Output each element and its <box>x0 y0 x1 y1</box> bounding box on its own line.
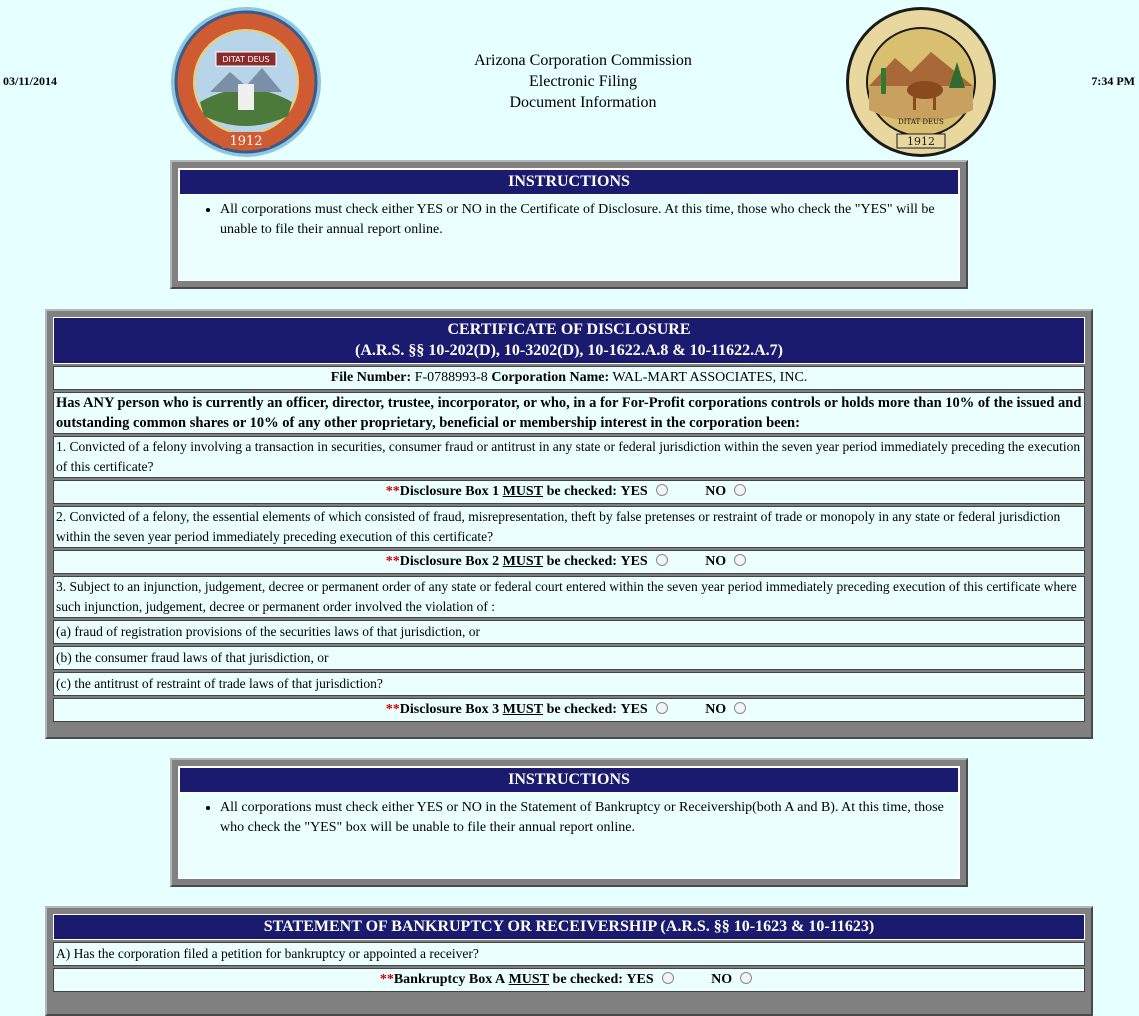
disclosure-box-1-yes-radio[interactable] <box>656 484 668 496</box>
instructions-body <box>179 200 959 240</box>
no-label: NO <box>705 484 727 499</box>
disclosure-title <box>53 317 1085 364</box>
bankruptcy-statement-panel <box>45 906 1093 1016</box>
disclosure-box-3-row <box>53 698 1085 722</box>
header-line-1: Arizona Corporation Commission <box>474 52 692 69</box>
bankruptcy-title: STATEMENT OF BANKRUPTCY OR RECEIVERSHIP (A.R.S. §§ 10-1623 & 10-11623) <box>53 914 1085 940</box>
required-marker: ** <box>379 972 394 987</box>
corporation-name-label: Corporation Name: <box>491 370 610 385</box>
file-number-value: F-0788993-8 <box>414 370 488 385</box>
current-time: 7:34 PM <box>1091 74 1135 88</box>
seal-left-year: 1912 <box>229 134 263 149</box>
bankruptcy-item-a: A) Has the corporation filed a petition for bankruptcy or appointed a receiver? <box>53 942 1085 966</box>
disclosure-box-2-row <box>53 550 1085 574</box>
certificate-of-disclosure-panel <box>45 309 1093 739</box>
file-number-label: File Number: <box>330 370 412 385</box>
instructions-panel-disclosure <box>170 160 968 289</box>
arizona-state-seal-icon <box>170 6 322 158</box>
yes-label: YES <box>626 972 654 987</box>
no-label: NO <box>705 702 727 717</box>
disclosure-box-3-label: Disclosure Box 3 <box>399 702 500 717</box>
disclosure-question: Has ANY person who is currently an officer, director, trustee, incorporator, or who, in a for For-Profit corporations controls or holds more than 10% of the issued and outstanding common shares or 10% of any other proprietary, beneficial or membership interest in the corporation been: <box>53 392 1085 434</box>
must-emphasis: MUST <box>508 972 550 987</box>
instructions-title: INSTRUCTIONS <box>179 767 959 793</box>
disclosure-title-line2: (A.R.S. §§ 10-202(D), 10-3202(D), 10-1622.A.8 & 10-11622.A.7) <box>355 342 783 359</box>
bankruptcy-box-a-row <box>53 968 1085 992</box>
disclosure-box-1-label: Disclosure Box 1 <box>399 484 500 499</box>
instructions-text: • All corporations must check either YES or NO in the Certificate of Disclosure. At this time, those who check the "YES" will be unable to file their annual report online. <box>220 200 959 240</box>
disclosure-item-3c: (c) the antitrust of restraint of trade laws of that jurisdiction? <box>53 672 1085 696</box>
instructions-panel-bankruptcy <box>170 758 968 887</box>
bankruptcy-box-a-label: Bankruptcy Box A <box>393 972 506 987</box>
instructions-panel-inner <box>178 766 960 879</box>
yes-label: YES <box>620 554 648 569</box>
header-line-3: Document Information <box>509 94 657 111</box>
bankruptcy-box-a-suffix: be checked: <box>552 972 623 987</box>
required-marker: ** <box>385 702 400 717</box>
yes-label: YES <box>620 484 648 499</box>
yes-label: YES <box>620 702 648 717</box>
corporation-commission-seal-icon <box>845 6 997 158</box>
disclosure-box-3-yes-radio[interactable] <box>656 702 668 714</box>
disclosure-box-1-no-radio[interactable] <box>734 484 746 496</box>
disclosure-item-3a: (a) fraud of registration provisions of the securities laws of that jurisdiction, or <box>53 620 1085 644</box>
disclosure-item-1: 1. Convicted of a felony involving a transaction in securities, consumer fraud or antitrust in any state or federal jurisdiction within the seven year period immediately preceding the execution of this certificate? <box>53 436 1085 478</box>
must-emphasis: MUST <box>502 702 544 717</box>
no-label: NO <box>711 972 733 987</box>
must-emphasis: MUST <box>502 554 544 569</box>
disclosure-box-1-suffix: be checked: <box>546 484 617 499</box>
corporation-name-value: WAL-MART ASSOCIATES, INC. <box>612 370 808 385</box>
disclosure-box-1-row <box>53 480 1085 504</box>
disclosure-box-2-no-radio[interactable] <box>734 554 746 566</box>
disclosure-box-2-label: Disclosure Box 2 <box>399 554 500 569</box>
instructions-text: • All corporations must check either YES or NO in the Statement of Bankruptcy or Receivership(both A and B). At this time, those who check the "YES" box will be unable to file their annual report online. <box>220 798 959 838</box>
seal-left-motto: DITAT DEUS <box>222 55 270 64</box>
file-info-row <box>53 366 1085 390</box>
disclosure-box-3-no-radio[interactable] <box>734 702 746 714</box>
seal-right-year: 1912 <box>907 135 935 148</box>
page-header-title <box>433 50 733 113</box>
seal-right-motto: DITAT DEUS <box>898 118 944 126</box>
required-marker: ** <box>385 484 400 499</box>
instructions-title: INSTRUCTIONS <box>179 169 959 195</box>
required-marker: ** <box>385 554 400 569</box>
bankruptcy-box-a-no-radio[interactable] <box>740 972 752 984</box>
disclosure-box-2-yes-radio[interactable] <box>656 554 668 566</box>
instructions-body <box>179 798 959 838</box>
must-emphasis: MUST <box>502 484 544 499</box>
header-line-2: Electronic Filing <box>529 73 637 90</box>
current-date: 03/11/2014 <box>3 74 58 88</box>
instructions-panel-inner <box>178 168 960 281</box>
disclosure-title-line1: CERTIFICATE OF DISCLOSURE <box>447 321 691 338</box>
disclosure-item-3: 3. Subject to an injunction, judgement, decree or permanent order of any state or federal court entered within the seven year period immediately preceding execution of this certificate where such injunction, judgement, decree or permanent order involved the violation of : <box>53 576 1085 618</box>
no-label: NO <box>705 554 727 569</box>
disclosure-box-3-suffix: be checked: <box>546 702 617 717</box>
bankruptcy-box-a-yes-radio[interactable] <box>662 972 674 984</box>
disclosure-item-3b: (b) the consumer fraud laws of that jurisdiction, or <box>53 646 1085 670</box>
disclosure-box-2-suffix: be checked: <box>546 554 617 569</box>
disclosure-item-2: 2. Convicted of a felony, the essential elements of which consisted of fraud, misrepresentation, theft by false pretenses or restraint of trade or monopoly in any state or federal jurisdiction within the seven year period immediately preceding execution of this certificate? <box>53 506 1085 548</box>
